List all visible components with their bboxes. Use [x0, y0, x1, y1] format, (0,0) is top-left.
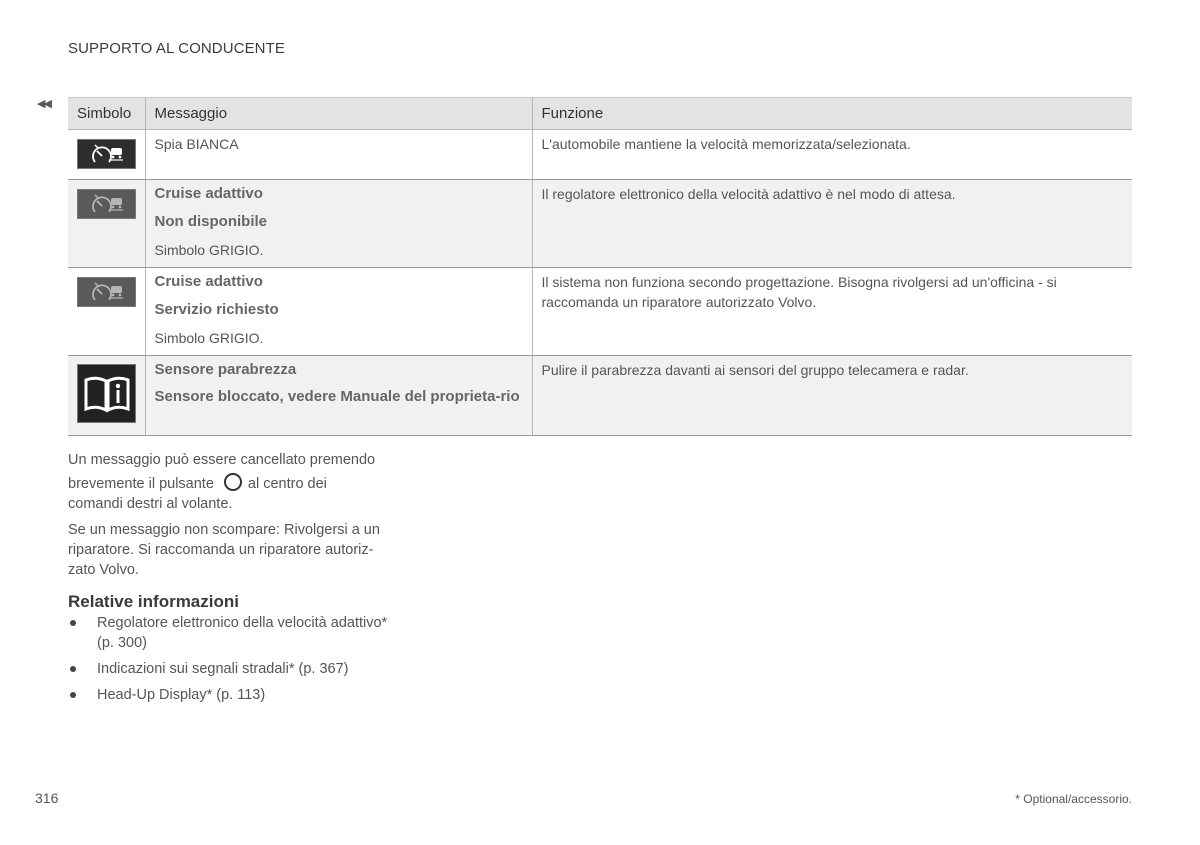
paragraph-text: brevemente il pulsante	[68, 476, 214, 492]
table-row	[68, 180, 1132, 268]
table-header-row	[68, 98, 1132, 130]
manual-info-book-icon	[77, 364, 136, 423]
double-left-arrow-icon[interactable]: ◀◀	[37, 98, 50, 110]
table-row	[68, 130, 1132, 180]
message-cell	[145, 268, 532, 356]
header-function: Funzione	[532, 98, 1132, 130]
list-item[interactable]	[68, 685, 408, 705]
cancel-message-paragraph	[68, 450, 398, 514]
function-text: Il regolatore elettronico della velocità adattivo è nel modo di attesa.	[541, 186, 956, 202]
related-link[interactable]: Regolatore elettronico della velocità adattivo* (p. 300)	[97, 615, 388, 651]
related-info-list	[68, 613, 408, 711]
function-cell	[532, 130, 1132, 180]
message-cell	[145, 180, 532, 268]
cruise-control-grey-icon	[77, 189, 136, 219]
function-cell	[532, 268, 1132, 356]
header-message: Messaggio	[145, 98, 532, 130]
paragraph-text: al centro dei	[247, 476, 327, 492]
bullet-icon	[70, 620, 76, 626]
bullet-icon	[70, 692, 76, 698]
cruise-control-white-icon	[77, 139, 136, 169]
message-status: Non disponibile	[154, 213, 267, 230]
list-item[interactable]	[68, 659, 408, 679]
message-plain: Simbolo GRIGIO.	[154, 330, 264, 346]
paragraph-line: comandi destri al volante.	[68, 496, 233, 512]
round-button-icon	[224, 473, 242, 491]
message-title: Cruise adattivo	[154, 273, 263, 290]
list-item[interactable]	[68, 613, 408, 653]
related-link[interactable]: Head-Up Display* (p. 113)	[97, 687, 266, 703]
footnote: * Optional/accessorio.	[1015, 792, 1132, 806]
section-title: SUPPORTO AL CONDUCENTE	[68, 40, 285, 57]
symbol-cell	[68, 180, 145, 268]
symbol-cell	[68, 130, 145, 180]
message-title: Sensore parabrezza	[154, 361, 297, 378]
function-text: Pulire il parabrezza davanti ai sensori del gruppo telecamera e radar.	[541, 362, 969, 378]
paragraph-line	[68, 473, 398, 494]
symbol-cell	[68, 356, 145, 436]
symbol-cell	[68, 268, 145, 356]
related-info-heading: Relative informazioni	[68, 592, 239, 611]
function-text: Il sistema non funziona secondo progettazione. Bisogna rivolgersi ad un'officina - si raccomanda un riparatore autorizzato Volvo.	[541, 274, 1057, 310]
paragraph-line: Un messaggio può essere cancellato premendo	[68, 452, 376, 468]
bullet-icon	[70, 666, 76, 672]
message-status: Sensore bloccato, vedere Manuale del proprieta-rio	[154, 388, 520, 405]
cruise-control-grey-icon	[77, 277, 136, 307]
message-plain: Spia BIANCA	[154, 136, 239, 152]
table-row	[68, 268, 1132, 356]
message-plain: Simbolo GRIGIO.	[154, 242, 264, 258]
function-text: L'automobile mantiene la velocità memorizzata/selezionata.	[541, 136, 911, 152]
page-number: 316	[35, 790, 59, 806]
service-paragraph: Se un messaggio non scompare: Rivolgersi a un riparatore. Si raccomanda un riparatore autoriz-zato Volvo.	[68, 522, 380, 578]
message-cell	[145, 356, 532, 436]
table-row	[68, 356, 1132, 436]
function-cell	[532, 356, 1132, 436]
message-title: Cruise adattivo	[154, 185, 263, 202]
header-symbol: Simbolo	[68, 98, 145, 130]
function-cell	[532, 180, 1132, 268]
message-table	[68, 97, 1132, 436]
message-cell	[145, 130, 532, 180]
message-status: Servizio richiesto	[154, 301, 279, 318]
related-link[interactable]: Indicazioni sui segnali stradali* (p. 367)	[97, 661, 349, 677]
